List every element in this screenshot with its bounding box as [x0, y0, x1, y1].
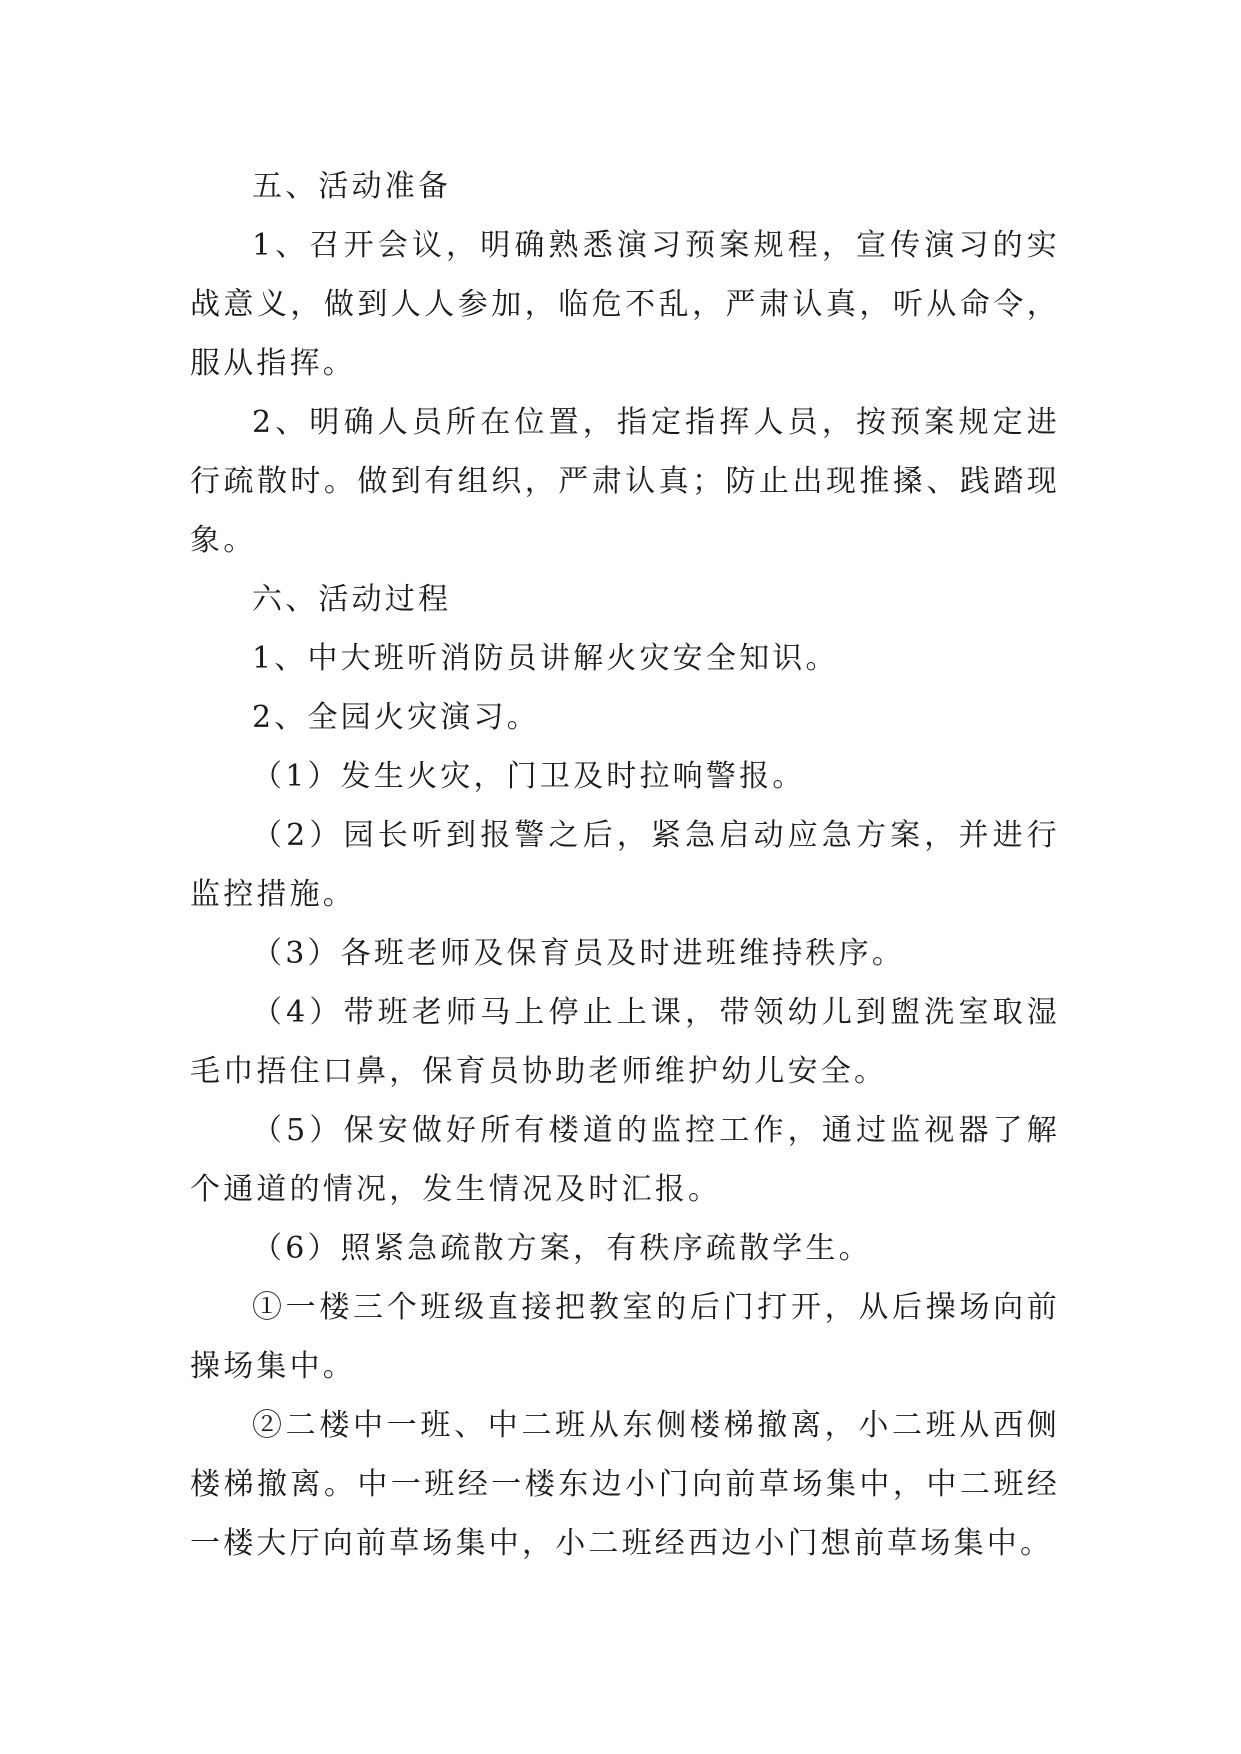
paragraph-process-1: 1、中大班听消防员讲解火灾安全知识。 [252, 641, 839, 676]
paragraph-prep-2: 2、明确人员所在位置，指定指挥人员，按预案规定进行疏散时。做到有组织，严肃认真；防止出现推搡、践踏现象。 [190, 405, 1060, 558]
paragraph-step-3: （3）各班老师及保育员及时进班维持秩序。 [252, 936, 906, 971]
section-heading-process: 六、活动过程 [252, 582, 452, 617]
paragraph-step-6: （6）照紧急疏散方案，有秩序疏散学生。 [252, 1231, 872, 1266]
paragraph-evac-1: ①一楼三个班级直接把教室的后门打开，从后操场向前操场集中。 [190, 1290, 1060, 1384]
document-body [190, 157, 1060, 1573]
paragraph-prep-1: 1、召开会议，明确熟悉演习预案规程，宣传演习的实战意义，做到人人参加，临危不乱，严肃认真，听从命令，服从指挥。 [190, 228, 1060, 381]
paragraph-step-1: （1）发生火灾，门卫及时拉响警报。 [252, 759, 806, 794]
paragraph-step-2: （2）园长听到报警之后，紧急启动应急方案，并进行监控措施。 [190, 818, 1060, 912]
paragraph-step-5: （5）保安做好所有楼道的监控工作，通过监视器了解个通道的情况，发生情况及时汇报。 [190, 1113, 1060, 1207]
paragraph-process-2: 2、全园火灾演习。 [252, 700, 540, 735]
section-heading-preparation: 五、活动准备 [252, 169, 452, 204]
paragraph-step-4: （4）带班老师马上停止上课，带领幼儿到盥洗室取湿毛巾捂住口鼻，保育员协助老师维护幼儿安全。 [190, 995, 1060, 1089]
paragraph-evac-2: ②二楼中一班、中二班从东侧楼梯撤离，小二班从西侧楼梯撤离。中一班经一楼东边小门向前草场集中，中二班经一楼大厅向前草场集中，小二班经西边小门想前草场集中。 [190, 1408, 1060, 1561]
